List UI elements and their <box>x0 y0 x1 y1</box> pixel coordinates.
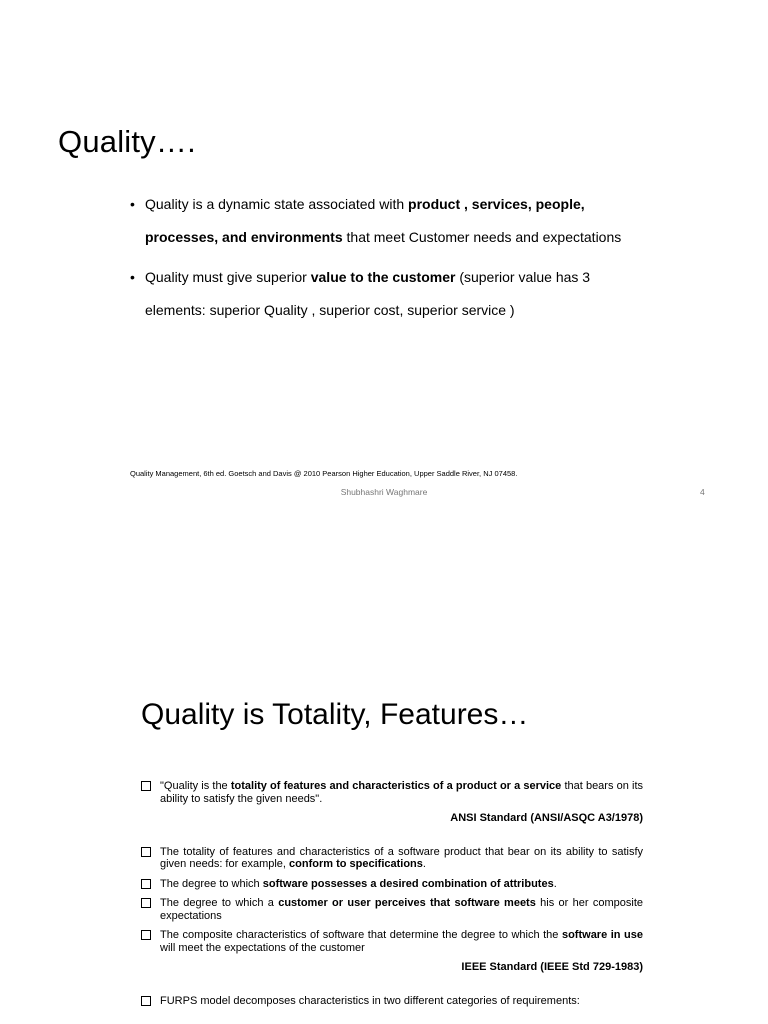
bullet-item: • Quality is a dynamic state associated with product , services, people, processes, and environments that meet Customer needs and expectations <box>130 188 650 254</box>
slide-1-bullet-list <box>130 188 650 334</box>
slide-2-definition-list <box>141 780 643 1014</box>
ansi-standard-source: ANSI Standard (ANSI/ASQC A3/1978) <box>450 812 643 824</box>
slide-1-title: Quality…. <box>58 124 196 159</box>
bullet-dot-icon: • <box>130 269 135 285</box>
page-number: 4 <box>700 487 705 497</box>
citation: Quality Management, 6th ed. Goetsch and Davis @ 2010 Pearson Higher Education, Upper Saddle River, NJ 07458. <box>130 469 518 478</box>
ieee-standard-source: IEEE Standard (IEEE Std 729-1983) <box>461 961 643 973</box>
definition-item: "Quality is the totality of features and characteristics of a product or a service that bears on its ability to satisfy the given needs". <box>141 780 643 805</box>
checkbox-square-icon <box>141 898 151 908</box>
definition-item: The degree to which software possesses a desired combination of attributes. <box>141 878 643 891</box>
checkbox-square-icon <box>141 996 151 1006</box>
slide-2-title: Quality is Totality, Features… <box>141 698 529 731</box>
checkbox-square-icon <box>141 781 151 791</box>
definition-item: The totality of features and characteristics of a software product that bear on its ability to satisfy given needs: for example, conform to specifications. <box>141 846 643 871</box>
slide-2 <box>0 680 768 1024</box>
bullet-item: • Quality must give superior value to the customer (superior value has 3 elements: superior Quality , superior cost, superior service ) <box>130 261 650 327</box>
definition-item: FURPS model decomposes characteristics in two different categories of requirements: <box>141 995 643 1008</box>
author-footer: Shubhashri Waghmare <box>340 487 428 497</box>
checkbox-square-icon <box>141 930 151 940</box>
definition-item: The composite characteristics of software that determine the degree to which the software in use will meet the expectations of the customer <box>141 929 643 954</box>
checkbox-square-icon <box>141 879 151 889</box>
definition-item: The degree to which a customer or user perceives that software meets his or her composite expectations <box>141 897 643 922</box>
checkbox-square-icon <box>141 847 151 857</box>
bullet-dot-icon: • <box>130 196 135 212</box>
